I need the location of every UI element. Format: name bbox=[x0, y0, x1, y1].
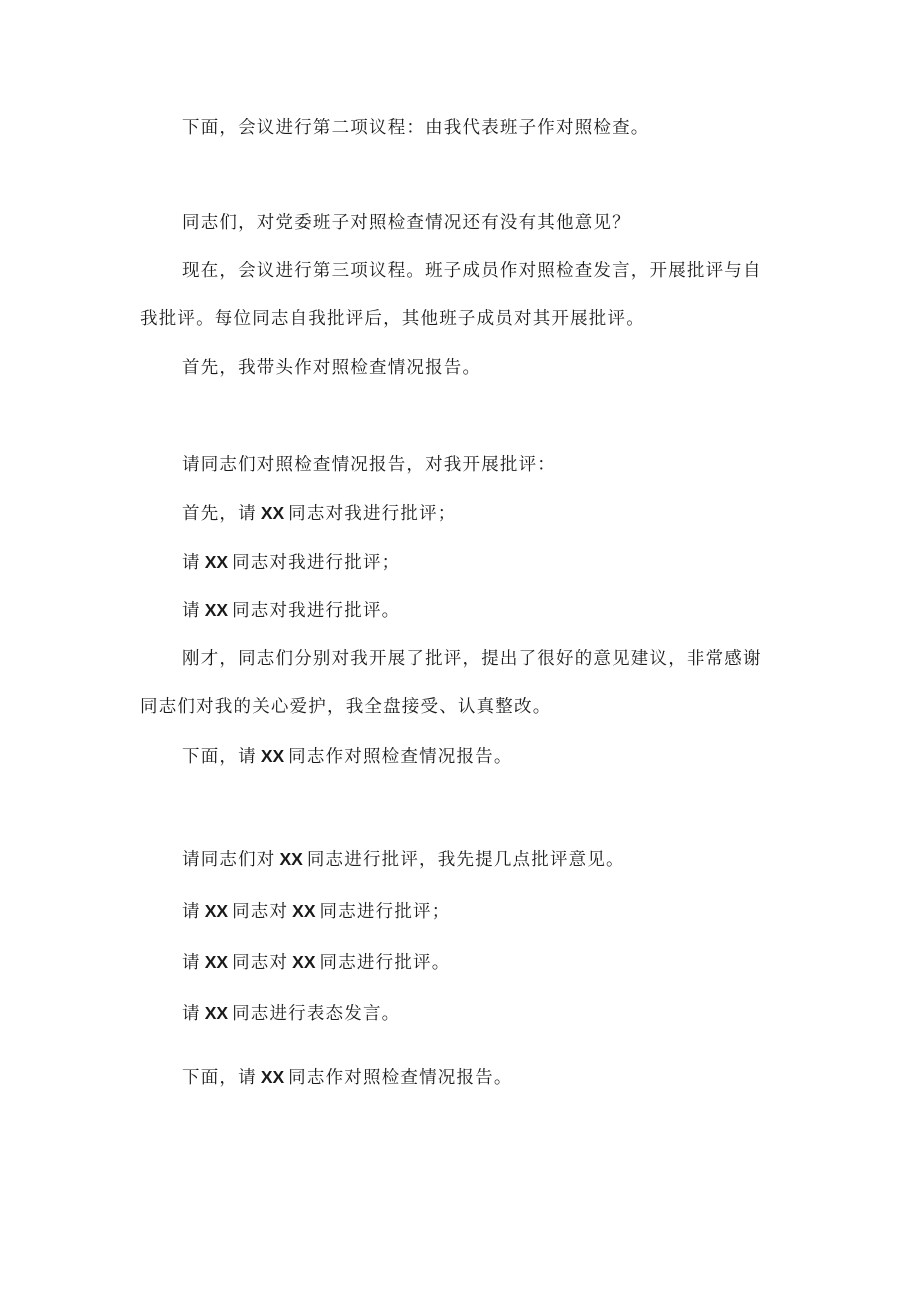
paragraph-text: 首先，我带头作对照检查情况报告。 bbox=[182, 358, 482, 378]
placeholder-name: XX bbox=[292, 952, 316, 972]
paragraph-statement bbox=[140, 989, 780, 1038]
paragraph-xx-criticize-xx-2 bbox=[140, 938, 780, 987]
paragraph-third-criticism bbox=[140, 586, 780, 635]
placeholder-name: XX bbox=[204, 901, 229, 921]
paragraph-first-criticism bbox=[140, 489, 780, 538]
paragraph-text: 同志对我进行批评。 bbox=[232, 601, 401, 621]
paragraph-text: 下面，请 bbox=[182, 747, 257, 767]
paragraph-next-report-2 bbox=[140, 1053, 780, 1102]
placeholder-name: XX bbox=[292, 901, 316, 921]
paragraph-next-report-1 bbox=[140, 732, 780, 781]
paragraph-text: 同志对我进行批评； bbox=[288, 504, 457, 524]
paragraph-text: 首先，请 bbox=[182, 504, 257, 524]
paragraph-text: 同志作对照检查情况报告。 bbox=[288, 1068, 513, 1088]
placeholder-name: XX bbox=[204, 952, 229, 972]
paragraph-text: 同志进行表态发言。 bbox=[232, 1004, 401, 1024]
paragraph-text: 请 bbox=[182, 601, 201, 621]
paragraph-text: 请 bbox=[182, 553, 201, 573]
paragraph-text: 同志对我进行批评； bbox=[232, 553, 401, 573]
paragraph-text: 下面，会议进行第二项议程：由我代表班子作对照检查。 bbox=[182, 118, 650, 138]
paragraph-text: 同志作对照检查情况报告。 bbox=[288, 747, 513, 767]
paragraph-text: 同志对 bbox=[232, 902, 289, 922]
placeholder-name: XX bbox=[204, 1003, 229, 1023]
paragraph-text: 同志进行批评； bbox=[319, 902, 451, 922]
placeholder-name: XX bbox=[260, 503, 285, 523]
paragraph-thanks bbox=[140, 635, 780, 731]
paragraph-text: 同志对 bbox=[232, 953, 289, 973]
paragraph-second-criticism bbox=[140, 538, 780, 587]
paragraph-opinion-question bbox=[140, 199, 780, 247]
paragraph-text: 请 bbox=[182, 902, 201, 922]
paragraph-text: 同志进行批评。 bbox=[319, 953, 451, 973]
paragraph-lead-report bbox=[140, 344, 780, 392]
paragraph-agenda-item-two bbox=[140, 104, 780, 152]
paragraph-text: 下面，请 bbox=[182, 1068, 257, 1088]
paragraph-text: 同志进行批评，我先提几点批评意见。 bbox=[306, 850, 625, 870]
paragraph-text: 同志们，对党委班子对照检查情况还有没有其他意见？ bbox=[182, 213, 631, 233]
paragraph-criticize-xx bbox=[140, 835, 780, 884]
paragraph-text: 请 bbox=[182, 1004, 201, 1024]
placeholder-name: XX bbox=[204, 600, 229, 620]
paragraph-request-criticism bbox=[140, 441, 780, 489]
paragraph-xx-criticize-xx-1 bbox=[140, 887, 780, 936]
paragraph-text: 现在，会议进行第三项议程。班子成员作对照检查发言，开展批评与自我批评。每位同志自我批评后，其他班子成员对其开展批评。 bbox=[140, 261, 762, 329]
placeholder-name: XX bbox=[260, 1067, 285, 1087]
placeholder-name: XX bbox=[279, 849, 303, 869]
paragraph-text: 请 bbox=[182, 953, 201, 973]
paragraph-text: 请同志们对照检查情况报告，对我开展批评： bbox=[182, 455, 556, 475]
placeholder-name: XX bbox=[260, 746, 285, 766]
paragraph-text: 请同志们对 bbox=[182, 850, 276, 870]
placeholder-name: XX bbox=[204, 552, 229, 572]
paragraph-text: 刚才，同志们分别对我开展了批评，提出了很好的意见建议，非常感谢同志们对我的关心爱护，我全盘接受、认真整改。 bbox=[140, 649, 762, 717]
paragraph-agenda-item-three bbox=[140, 247, 780, 343]
